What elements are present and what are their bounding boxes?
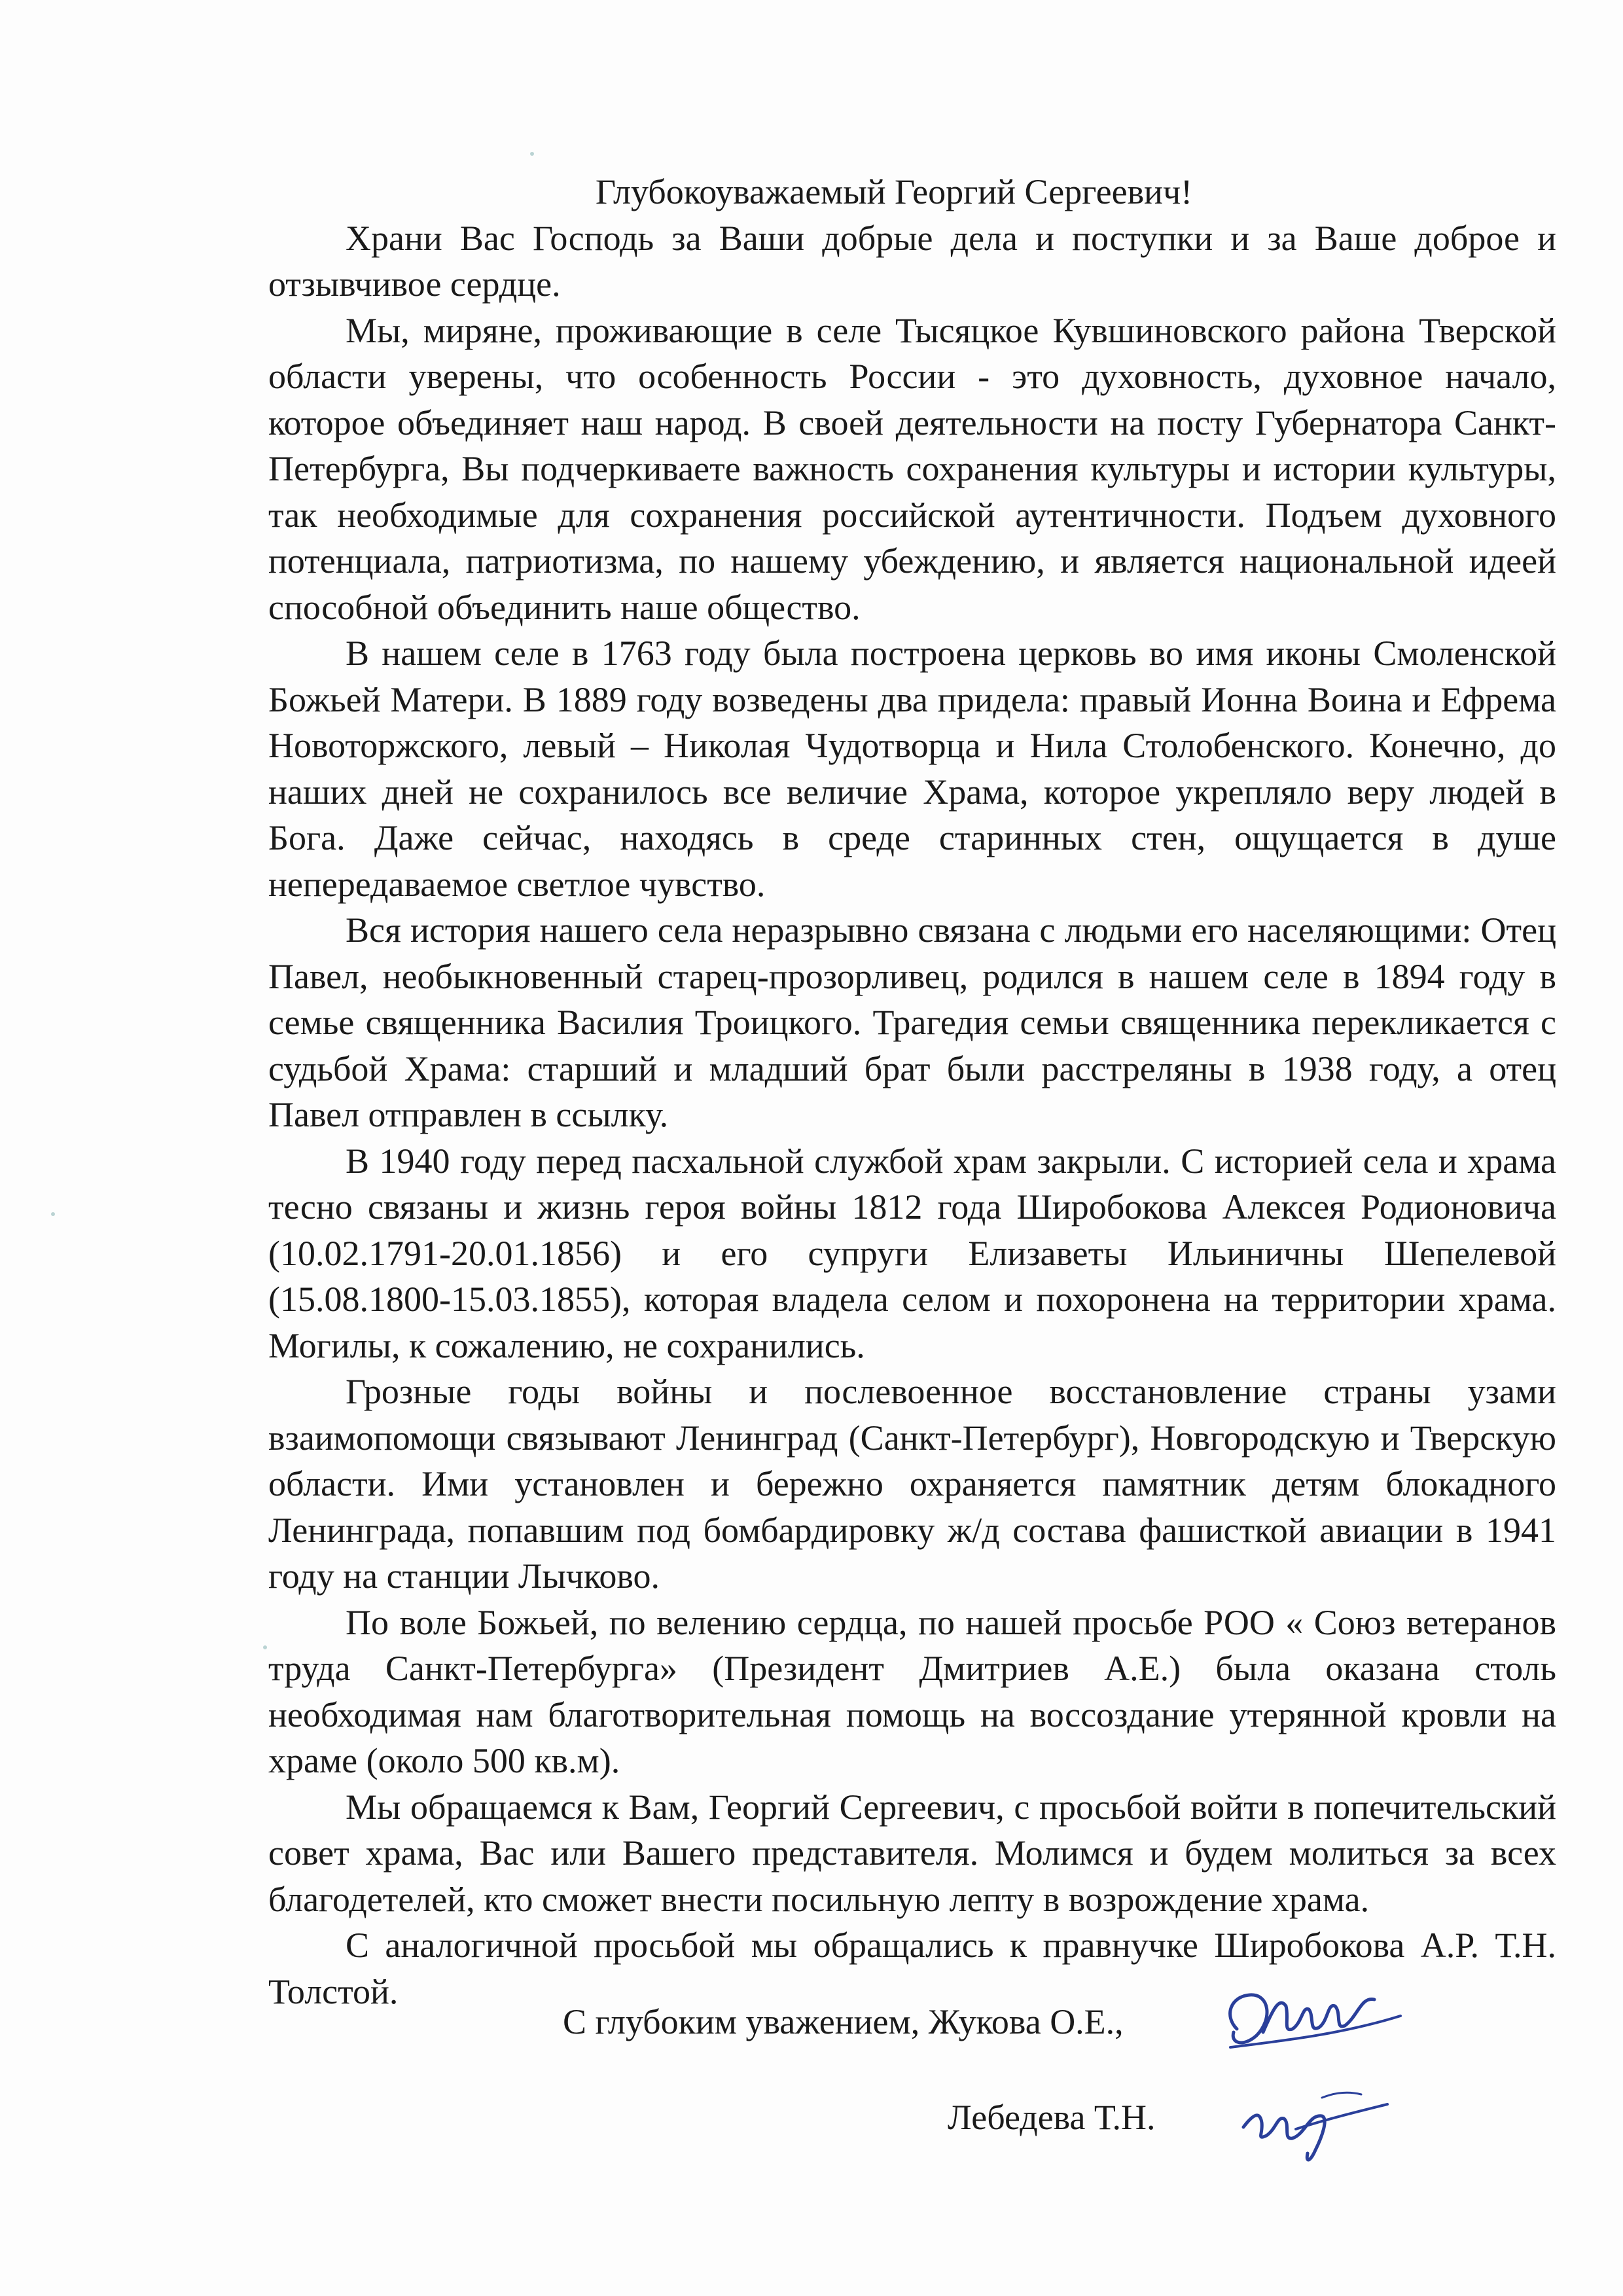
paragraph-5: В 1940 году перед пасхальной службой храм закрыли. С историей села и храма тесно связаны и жизнь героя войны 1812 года Широбокова Алексея Родионовича (10.02.1791-20.01.1856) и его супруги Елизаветы Ильиничны Шепелевой (15.08.1800-15.03.1855), которая владела селом и похоронена на территории храма. Могилы, к сожалению, не сохранились. <box>268 1141 1556 1365</box>
paragraph-8: Мы обращаемся к Вам, Георгий Сергеевич, с просьбой войти в попечительский совет храма, Вас или Вашего представителя. Молимся и будем молиться за всех благодетелей, кто сможет внести посильную лепту в возрождение храма. <box>268 1787 1556 1919</box>
letter-body <box>268 169 1556 2015</box>
paragraph-4: Вся история нашего села неразрывно связана с людьми его населяющими: Отец Павел, необыкновенный старец-прозорливец, родился в нашем селе в 1894 году в семье священника Василия Троицкого. Трагедия семьи священника перекликается с судьбой Храма: старший и младший брат были расстреляны в 1938 году, а отец Павел отправлен в ссылку. <box>268 910 1556 1134</box>
paragraph-9: С аналогичной просьбой мы обращались к правнучке Широбокова А.Р. Т.Н. Толстой. <box>268 1926 1556 2011</box>
paragraph-2: Мы, миряне, проживающие в селе Тысяцкое Кувшиновского района Тверской области уверены, что особенность России - это духовность, духовное начало, которое объединяет наш народ. В своей деятельности на посту Губернатора Санкт-Петербурга, Вы подчеркиваете важность сохранения культуры и истории культуры, так необходимые для сохранения российской аутентичности. Подъем духовного потенциала, патриотизма, по нашему убеждению, и является национальной идеей способной объединить наше общество. <box>268 310 1556 627</box>
paragraph-7: По воле Божьей, по велению сердца, по нашей просьбе РОО « Союз ветеранов труда Санкт-Петербурга» (Президент Дмитриев А.Е.) была оказана столь необходимая нам благотворительная помощь на воссоздание утерянной кровли на храме (около 500 кв.м). <box>268 1602 1556 1780</box>
paragraph-3: В нашем селе в 1763 году была построена церковь во имя иконы Смоленской Божьей Матери. В 1889 году возведены два придела: правый Ионна Воина и Ефрема Новоторжского, левый – Николая Чудотворца и Нила Столобенского. Конечно, до наших дней не сохранилось все величие Храма, которое укрепляло веру людей в Бога. Даже сейчас, находясь в среде старинных стен, ощущается в душе непередаваемое светлое чувство. <box>268 634 1556 904</box>
scan-speck <box>263 1645 267 1649</box>
signature-2-icon <box>1230 2078 1394 2170</box>
closing-line: С глубоким уважением, Жукова О.Е., <box>563 2002 1124 2041</box>
signature-1-icon <box>1211 1970 1407 2068</box>
second-signer: Лебедева Т.Н. <box>948 2098 1156 2137</box>
paragraph-6: Грозные годы войны и послевоенное восстановление страны узами взаимопомощи связывают Ленинград (Санкт-Петербург), Новгородскую и Тверскую области. Ими установлен и бережно охраняется памятник детям блокадного Ленинграда, попавшим под бомбардировку ж/д состава фашисткой авиации в 1941 году на станции Лычково. <box>268 1372 1556 1596</box>
scan-speck <box>51 1212 55 1216</box>
salutation: Глубокоуважаемый Георгий Сергеевич! <box>595 172 1193 211</box>
paragraph-1: Храни Вас Господь за Ваши добрые дела и поступки и за Ваше доброе и отзывчивое сердце. <box>268 218 1556 304</box>
scan-speck <box>530 152 534 156</box>
